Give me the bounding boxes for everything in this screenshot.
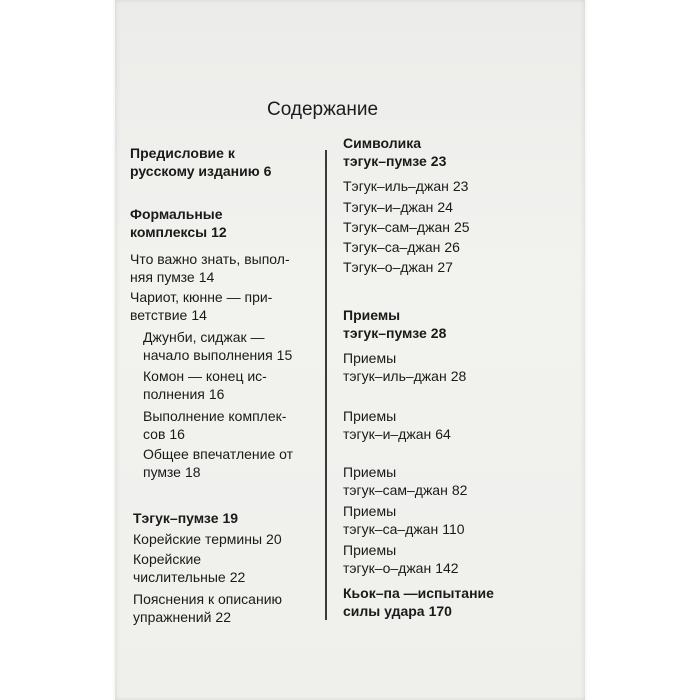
page-number: 22: [215, 609, 231, 625]
toc-entry-title-line: Комон — конец ис-: [143, 368, 267, 384]
toc-entry-title: няя пумзе: [130, 269, 195, 285]
page-number: 12: [211, 224, 227, 240]
toc-entry-title: Тэгук–и–джан: [343, 199, 434, 215]
toc-entry-title-line: Приемы: [343, 542, 397, 558]
toc-entry-title: тэгук–о–джан: [343, 560, 432, 576]
toc-entry-title: начало выполнения: [143, 347, 273, 363]
toc-entry-title: русскому изданию: [130, 163, 260, 179]
page-number: 110: [442, 521, 465, 537]
toc-entry: [130, 288, 298, 324]
toc-entry-title: сов: [143, 426, 166, 442]
toc-entry: [133, 590, 300, 626]
toc-entry: [143, 328, 298, 364]
page-number: 28: [430, 325, 447, 341]
toc-entry-title: Тэгук–са–джан: [343, 239, 441, 255]
page-number: 19: [222, 510, 239, 526]
toc-entry-title-line: Приемы: [343, 350, 397, 366]
toc-entry-title-line: Джунби, сиджак —: [143, 329, 265, 345]
toc-entry: [343, 463, 517, 499]
toc-entry: [133, 509, 301, 527]
toc-entry: [130, 250, 298, 286]
page-number: 142: [435, 560, 459, 576]
toc-entry: [133, 530, 300, 548]
page-number: 16: [208, 386, 225, 402]
page-number: 28: [450, 368, 467, 384]
column-divider: [325, 150, 327, 620]
toc-entry-title-line: Чариот, кюнне — при-: [130, 289, 273, 305]
page-title: Содержание: [267, 99, 379, 120]
toc-entry-title: Тэгук–иль–джан: [343, 178, 449, 194]
page-number: 14: [191, 307, 207, 323]
toc-entry: [130, 205, 297, 241]
toc-entry: [343, 238, 517, 256]
toc-entry-title: Тэгук–сам–джан: [343, 219, 450, 235]
toc-entry-title-line: Выполнение комплек-: [143, 408, 287, 424]
page-number: 26: [444, 239, 460, 255]
toc-entry-title: тэгук–пумзе: [343, 325, 427, 341]
toc-entry-title-line: Приемы: [343, 408, 397, 424]
toc-entry-title-line: Приемы: [343, 464, 397, 480]
page-number: 27: [437, 259, 453, 275]
page-number: 18: [184, 464, 201, 480]
toc-entry-title: тэгук–иль–джан: [343, 368, 447, 384]
toc-entry: [143, 367, 298, 403]
toc-entry: [343, 349, 517, 385]
toc-entry-title: комплексы: [130, 224, 208, 240]
toc-entry: [343, 407, 517, 443]
toc-entry-title-line: Корейские: [133, 551, 202, 567]
page-number: 23: [452, 178, 469, 194]
toc-entry: [343, 198, 517, 216]
page-number: 6: [263, 163, 272, 179]
toc-entry: [343, 177, 517, 195]
toc-entry-title: тэгук–сам–джан: [343, 482, 448, 498]
page-number: 22: [229, 569, 246, 585]
toc-entry: [343, 218, 517, 236]
toc-entry: [343, 134, 517, 170]
page-number: 20: [266, 531, 282, 547]
toc-entry-title-line: Формальные: [130, 206, 223, 222]
toc-entry: [130, 144, 290, 180]
toc-entry-title-line: Что важно знать, выпол-: [130, 251, 290, 267]
page-number: 170: [428, 603, 452, 619]
toc-entry-title: числительные: [133, 569, 226, 585]
page-number: 64: [435, 426, 451, 442]
toc-entry-title: Тэгук–о–джан: [343, 259, 434, 275]
toc-entry-title-line: Приемы: [343, 503, 397, 519]
toc-entry-title-line: Общее впечатление от: [143, 446, 294, 462]
toc-entry: [133, 550, 300, 586]
toc-entry-title: пумзе: [143, 464, 181, 480]
toc-entry-title: упражнений: [133, 609, 212, 625]
toc-entry: [343, 541, 517, 577]
toc-entry: [143, 445, 298, 481]
toc-entry-title: ветствие: [130, 307, 188, 323]
toc-entry: [343, 258, 517, 276]
toc-entry: [343, 584, 517, 620]
toc-entry-title-line: Пояснения к описанию: [133, 591, 283, 607]
toc-entry: [343, 502, 517, 538]
toc-entry-title: силы удара: [343, 603, 425, 619]
page-number: 16: [169, 426, 185, 442]
toc-entry-title-line: Приемы: [343, 307, 401, 323]
toc-entry-title: Тэгук–пумзе: [133, 510, 219, 526]
toc-entry-title: тэгук–пумзе: [343, 153, 427, 169]
toc-entry: [343, 306, 517, 342]
toc-entry-title-line: Предисловие к: [130, 145, 235, 161]
page-number: 25: [453, 219, 470, 235]
page-number: 24: [437, 199, 453, 215]
toc-entry-title-line: Кьок–па —испытание: [343, 585, 494, 601]
toc-entry-title-line: Символика: [343, 135, 421, 151]
toc-entry-title: полнения: [143, 386, 205, 402]
page-number: 15: [276, 347, 293, 363]
toc-entry: [143, 407, 298, 443]
toc-entry-title: тэгук–са–джан: [343, 521, 439, 537]
page-number: 82: [451, 482, 468, 498]
page-number: 23: [430, 153, 447, 169]
toc-entry-title: Корейские термины: [133, 531, 263, 547]
page-number: 14: [198, 269, 215, 285]
toc-entry-title: тэгук–и–джан: [343, 426, 432, 442]
